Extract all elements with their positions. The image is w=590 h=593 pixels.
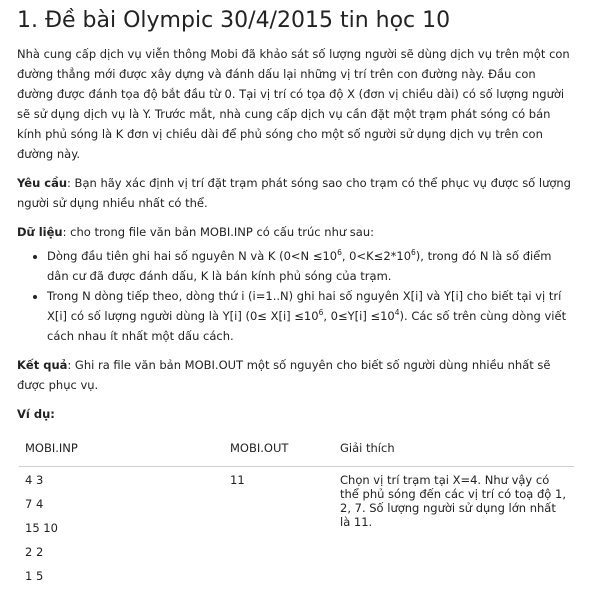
table-row — [19, 467, 574, 593]
example-label: Ví dụ: — [17, 407, 55, 421]
header-input: MOBI.INP — [19, 430, 224, 467]
input-line: 15 10 — [25, 521, 218, 545]
requirement-text: : Bạn hãy xác định vị trí đặt trạm phát sóng sao cho trạm có thể phục vụ được số lượng người sử dụng nhiều nhất có thể. — [17, 176, 571, 210]
input-line: 2 2 — [25, 545, 218, 569]
requirement-label: Yêu cầu — [17, 176, 67, 190]
list-item — [47, 286, 572, 346]
input-cell — [19, 467, 224, 593]
exponent: 4 — [395, 308, 400, 317]
list-item-text: ). Các số trên cùng dòng viết cách nhau ít nhất một dấu cách. — [47, 309, 566, 343]
input-line: 4 3 — [25, 473, 218, 497]
explanation-cell: Chọn vị trí trạm tại X=4. Như vậy có thể phủ sóng đến các vị trí có toạ độ 1, 2, 7. Số lượng người sử dụng lớn nhất là 11. — [334, 467, 574, 593]
header-explanation: Giải thích — [334, 430, 574, 467]
result-paragraph — [17, 355, 572, 395]
list-item-text: , 0≤Y[i] ≤10 — [323, 309, 394, 323]
exponent: 6 — [319, 308, 324, 317]
result-label: Kết quả — [17, 358, 67, 372]
data-format-list — [17, 246, 572, 346]
list-item-text: , 0<K≤2*10 — [342, 249, 411, 263]
intro-paragraph: Nhà cung cấp dịch vụ viễn thông Mobi đã khảo sát số lượng người sẽ dùng dịch vụ trên một con đường thẳng mới được xây dựng và đánh dấu lại những vị trí trên con đường này. Đầu con đường được đánh tọa độ bắt đầu từ 0. Tại vị trí có tọa độ X (đơn vị chiều dài) có số lượng người sẽ sử dụng dịch vụ là Y. Trước mắt, nhà cung cấp dịch vụ cần đặt một trạm phát sóng có bán kính phủ sóng là K đơn vị chiều dài để phủ sóng cho một số người sử dụng dịch vụ trên con đường này. — [17, 44, 572, 164]
input-line: 1 5 — [25, 569, 218, 593]
header-output: MOBI.OUT — [224, 430, 334, 467]
page-title: 1. Đề bài Olympic 30/4/2015 tin học 10 — [17, 6, 572, 36]
result-text: : Ghi ra file văn bản MOBI.OUT một số nguyên cho biết số người dùng nhiều nhất sẽ được phục vụ. — [17, 358, 551, 392]
list-item-text: ), trong đó N là số điểm dân cư đã được đánh dấu, K là bán kính phủ sóng của trạm. — [47, 249, 551, 283]
table-header-row — [19, 430, 574, 467]
exponent: 6 — [337, 248, 342, 257]
list-item — [47, 246, 572, 286]
data-text: : cho trong file văn bản MOBI.INP có cấu trúc như sau: — [63, 225, 374, 239]
example-table — [19, 430, 574, 593]
output-cell: 11 — [224, 467, 334, 593]
input-line: 7 4 — [25, 497, 218, 521]
data-paragraph — [17, 222, 572, 242]
requirement-paragraph — [17, 173, 572, 213]
data-label: Dữ liệu — [17, 225, 63, 239]
exponent: 6 — [411, 248, 416, 257]
list-item-text: Dòng đầu tiên ghi hai số nguyên N và K (0<N ≤10 — [47, 249, 337, 263]
list-item-text: Trong N dòng tiếp theo, dòng thứ i (i=1..N) ghi hai số nguyên X[i] và Y[i] cho biết tại vị trí X[i] có số lượng người dùng là Y[i] (0≤ X[i] ≤10 — [47, 289, 561, 323]
example-heading — [17, 404, 572, 424]
